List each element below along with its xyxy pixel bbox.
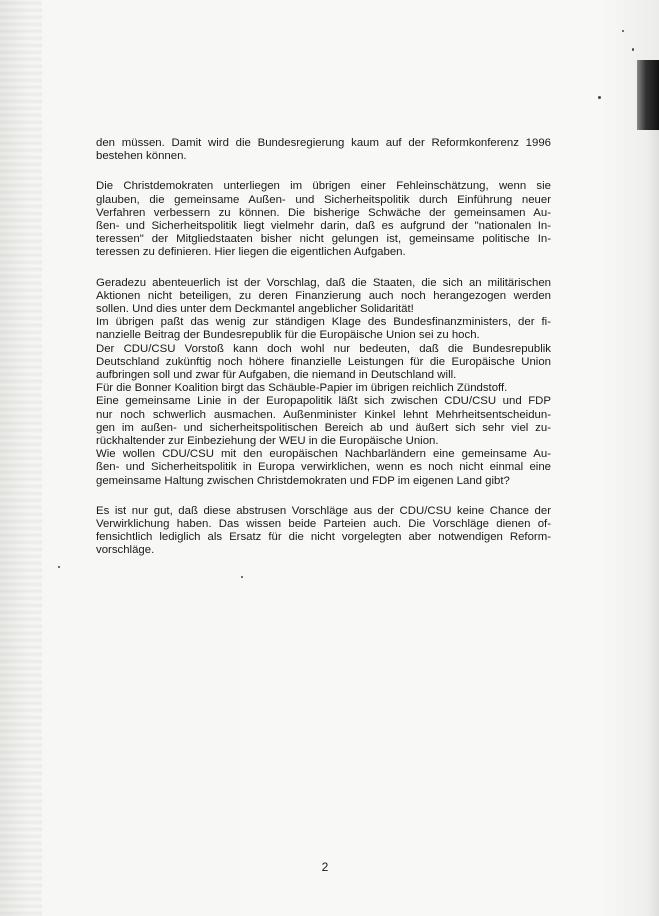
text-line: Eine gemeinsame Linie in der Europapolitik läßt sich zwischen CDU/CSU und FDP [96, 395, 551, 408]
text-line: Im übrigen paßt das wenig zur ständigen Klage des Bundesfinanzministers, der fi- [96, 316, 551, 329]
text-line: fensichtlich lediglich als Ersatz für die nicht vorgelegten aber notwendigen Reform- [96, 531, 551, 544]
text-line: Aktionen nicht beteiligen, zu deren Finanzierung auch noch herangezogen werden [96, 289, 551, 302]
text-line: glauben, die gemeinsame Außen- und Sicherheitspolitik durch Einführung neuer [96, 193, 551, 206]
text-line: vorschläge. [96, 544, 155, 557]
text-line: Verwirklichung haben. Das wissen beide Parteien auch. Die Vorschläge dienen of- [96, 518, 551, 531]
text-line: teressen zu definieren. Hier liegen die eigentlichen Aufgaben. [96, 246, 406, 259]
text-line: Geradezu abenteuerlich ist der Vorschlag, daß die Staaten, die sich an militärischen [96, 276, 551, 289]
scan-speck [598, 96, 601, 99]
paragraph-1 [96, 137, 551, 163]
text-line: nanzielle Beitrag der Bundesrepublik für die Europäische Union sei zu hoch. [96, 329, 480, 342]
text-line: sollen. Und dies unter dem Deckmantel angeblicher Solidarität! [96, 303, 414, 316]
paragraph-4 [96, 505, 551, 558]
text-line: rückhaltender zur Einbeziehung der WEU in die Europäische Union. [96, 435, 439, 448]
text-line: Verfahren verbessern zu können. Die bisherige Schwäche der gemeinsamen Au- [96, 206, 551, 219]
document-body [96, 137, 551, 575]
scan-speck [632, 48, 634, 51]
scan-edge-right-shadow [647, 130, 659, 916]
scan-speck [622, 30, 624, 32]
text-line: gen im außen- und sicherheitspolitischen Bereich ab und äußert sich sehr viel zu- [96, 421, 551, 434]
scan-speck [241, 576, 243, 578]
text-line: Wie wollen CDU/CSU mit den europäischen Nachbarländern eine gemeinsame Au- [96, 448, 551, 461]
scan-speck [58, 566, 60, 568]
text-line: nur noch schwerlich ausmachen. Außenminister Kinkel lehnt Mehrheitsentscheidun- [96, 408, 551, 421]
text-line: bestehen können. [96, 150, 187, 163]
paragraph-3 [96, 277, 551, 488]
text-line: ßen- und Sicherheitspolitik in Europa verwirklichen, wenn es noch nicht einmal eine [96, 461, 551, 474]
page-number: 2 [321, 860, 329, 874]
text-line: Es ist nur gut, daß diese abstrusen Vorschläge aus der CDU/CSU keine Chance der [96, 504, 551, 517]
text-line: Für die Bonner Koalition birgt das Schäuble-Papier im übrigen reichlich Zündstoff. [96, 382, 508, 395]
text-line: Der CDU/CSU Vorstoß kann doch wohl nur bedeuten, daß die Bundesrepublik [96, 342, 551, 355]
text-line: Die Christdemokraten unterliegen im übrigen einer Fehleinschätzung, wenn sie [96, 180, 551, 193]
text-line: ßen- und Sicherheitspolitik liegt vielmehr darin, daß es aufgrund der "nationalen In- [96, 220, 551, 233]
scan-edge-left [0, 0, 42, 916]
scan-edge-right-dark [637, 60, 659, 130]
text-line: aufbringen soll und zwar für Aufgaben, die niemand in Deutschland will. [96, 369, 457, 382]
text-line: den müssen. Damit wird die Bundesregierung kaum auf der Reformkonferenz 1996 [96, 137, 551, 149]
paragraph-2 [96, 180, 551, 259]
text-line: gemeinsame Haltung zwischen Christdemokraten und FDP im eigenen Land gibt? [96, 474, 510, 487]
text-line: teressen" der Mitgliedstaaten bisher nicht gelungen ist, gemeinsame politische In- [96, 233, 551, 246]
text-line: Deutschland zukünftig noch höhere finanzielle Leistungen für die Europäische Union [96, 355, 551, 368]
